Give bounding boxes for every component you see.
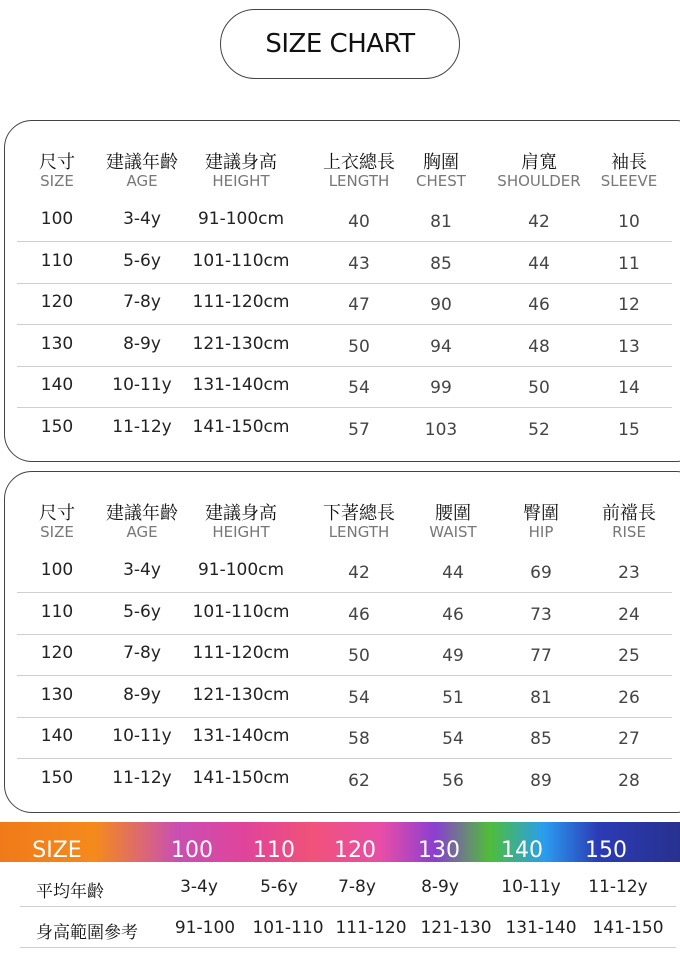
table-cell: 10 xyxy=(618,212,640,232)
column-header-zh: 袖長 xyxy=(611,152,647,173)
size-bar-label: 140 xyxy=(501,838,543,862)
table-cell: 50 xyxy=(528,378,550,398)
table-cell: 10-11y xyxy=(112,726,172,746)
table-cell: 121-130cm xyxy=(192,333,290,354)
size-bar-label: 110 xyxy=(253,838,295,862)
column-header-en: SIZE xyxy=(40,523,74,541)
column-header-zh: 上衣總長 xyxy=(323,152,395,173)
row-divider xyxy=(17,366,672,367)
table-cell: 47 xyxy=(348,295,370,315)
table-cell: 130 xyxy=(40,333,74,354)
column-header-zh: 胸圍 xyxy=(423,152,459,173)
table-cell: 85 xyxy=(530,729,552,749)
table-cell: 56 xyxy=(442,770,464,791)
table-cell: 140 xyxy=(40,726,74,746)
table-cell: 121-130cm xyxy=(192,684,290,705)
table-cell: 11 xyxy=(618,253,640,274)
table-cell: 7-8y xyxy=(123,292,161,312)
row-divider xyxy=(17,324,672,325)
height-value: 101-110 xyxy=(252,918,324,938)
table-cell: 52 xyxy=(528,419,550,440)
table-cell: 85 xyxy=(430,253,452,274)
table-cell: 46 xyxy=(348,604,370,625)
table-cell: 51 xyxy=(442,687,464,708)
table-cell: 54 xyxy=(348,687,370,708)
table-cell: 110 xyxy=(40,250,74,271)
table-cell: 54 xyxy=(348,378,370,398)
column-header-en: CHEST xyxy=(416,172,466,190)
table-cell: 43 xyxy=(348,253,370,274)
table-cell: 90 xyxy=(430,295,452,315)
table-cell: 26 xyxy=(618,687,640,708)
table-cell: 150 xyxy=(40,767,74,788)
height-value: 91-100 xyxy=(174,918,236,938)
top-size-table xyxy=(4,120,680,462)
table-cell: 7-8y xyxy=(123,643,161,663)
table-cell: 10-11y xyxy=(112,375,172,395)
table-cell: 73 xyxy=(530,604,552,625)
column-header-en: RISE xyxy=(612,523,646,541)
size-bar-label: 100 xyxy=(171,838,213,862)
table-cell: 150 xyxy=(40,416,74,437)
column-header-zh: 建議年齡 xyxy=(106,503,178,524)
table-cell: 89 xyxy=(530,770,552,791)
row-divider xyxy=(17,407,672,408)
size-bar-label: 120 xyxy=(334,838,376,862)
table-cell: 54 xyxy=(442,729,464,749)
column-header-en: HEIGHT xyxy=(212,523,270,541)
table-cell: 42 xyxy=(348,563,370,583)
table-cell: 14 xyxy=(618,378,640,398)
table-cell: 8-9y xyxy=(123,684,161,705)
row-divider xyxy=(20,947,676,948)
column-header-zh: 建議年齡 xyxy=(106,152,178,173)
table-cell: 12 xyxy=(618,295,640,315)
table-cell: 103 xyxy=(424,419,458,440)
column-header-zh: 建議身高 xyxy=(205,503,277,524)
table-cell: 99 xyxy=(430,378,452,398)
column-header-en: SIZE xyxy=(40,172,74,190)
row-divider xyxy=(17,758,672,759)
height-value: 111-120 xyxy=(335,918,407,938)
column-header-zh: 腰圍 xyxy=(435,503,471,524)
table-cell: 111-120cm xyxy=(192,643,290,663)
table-cell: 23 xyxy=(618,563,640,583)
table-cell: 101-110cm xyxy=(192,250,290,271)
column-header-en: HIP xyxy=(528,523,554,541)
table-cell: 57 xyxy=(348,419,370,440)
row-divider xyxy=(17,241,672,242)
table-cell: 101-110cm xyxy=(192,601,290,622)
table-cell: 46 xyxy=(528,295,550,315)
column-header-zh: 尺寸 xyxy=(39,503,75,524)
table-cell: 40 xyxy=(348,212,370,232)
column-header-en: SLEEVE xyxy=(600,172,658,190)
row-divider xyxy=(20,906,676,907)
table-cell: 141-150cm xyxy=(192,767,290,788)
table-cell: 50 xyxy=(348,646,370,666)
table-cell: 28 xyxy=(618,770,640,791)
table-cell: 5-6y xyxy=(123,601,161,622)
table-cell: 140 xyxy=(40,375,74,395)
table-cell: 69 xyxy=(530,563,552,583)
table-cell: 94 xyxy=(430,336,452,357)
table-cell: 42 xyxy=(528,212,550,232)
age-value: 8-9y xyxy=(421,877,459,897)
table-cell: 11-12y xyxy=(112,416,172,437)
column-header-en: AGE xyxy=(126,172,158,190)
table-cell: 44 xyxy=(528,253,550,274)
age-row-label: 平均年齡 xyxy=(36,882,104,902)
height-value: 121-130 xyxy=(420,918,492,938)
table-cell: 46 xyxy=(442,604,464,625)
size-bar-label: 130 xyxy=(418,838,460,862)
column-header-zh: 臀圍 xyxy=(523,503,559,524)
table-cell: 15 xyxy=(618,419,640,440)
column-header-en: LENGTH xyxy=(328,523,390,541)
age-value: 5-6y xyxy=(260,877,298,897)
height-row-label: 身高範圍參考 xyxy=(36,923,138,943)
column-header-en: SHOULDER xyxy=(497,172,581,190)
table-cell: 27 xyxy=(618,729,640,749)
column-header-en: AGE xyxy=(126,523,158,541)
age-value: 10-11y xyxy=(501,877,561,897)
table-cell: 25 xyxy=(618,646,640,666)
table-cell: 24 xyxy=(618,604,640,625)
table-cell: 81 xyxy=(430,212,452,232)
column-header-zh: 下著總長 xyxy=(323,503,395,524)
age-value: 11-12y xyxy=(588,877,648,897)
table-cell: 8-9y xyxy=(123,333,161,354)
size-gradient-bar xyxy=(0,822,680,862)
bottom-size-table xyxy=(4,471,680,813)
table-cell: 62 xyxy=(348,770,370,791)
column-header-en: WAIST xyxy=(429,523,477,541)
size-bar-title: SIZE xyxy=(32,838,82,862)
table-cell: 50 xyxy=(348,336,370,357)
table-cell: 5-6y xyxy=(123,250,161,271)
table-cell: 91-100cm xyxy=(197,209,285,229)
table-cell: 120 xyxy=(40,292,74,312)
table-cell: 110 xyxy=(40,601,74,622)
table-cell: 131-140cm xyxy=(192,726,290,746)
table-cell: 48 xyxy=(528,336,550,357)
age-value: 3-4y xyxy=(180,877,218,897)
column-header-en: LENGTH xyxy=(328,172,390,190)
height-value: 131-140 xyxy=(505,918,577,938)
table-cell: 111-120cm xyxy=(192,292,290,312)
column-header-zh: 前襠長 xyxy=(602,503,656,524)
column-header-zh: 尺寸 xyxy=(39,152,75,173)
column-header-zh: 建議身高 xyxy=(205,152,277,173)
table-cell: 91-100cm xyxy=(197,560,285,580)
column-header-zh: 肩寬 xyxy=(521,152,557,173)
row-divider xyxy=(17,634,672,635)
row-divider xyxy=(17,717,672,718)
table-cell: 13 xyxy=(618,336,640,357)
table-cell: 49 xyxy=(442,646,464,666)
row-divider xyxy=(17,675,672,676)
table-cell: 141-150cm xyxy=(192,416,290,437)
table-cell: 100 xyxy=(40,209,74,229)
table-cell: 3-4y xyxy=(123,560,161,580)
table-cell: 58 xyxy=(348,729,370,749)
height-value: 141-150 xyxy=(592,918,664,938)
row-divider xyxy=(17,592,672,593)
table-cell: 100 xyxy=(40,560,74,580)
table-cell: 131-140cm xyxy=(192,375,290,395)
table-cell: 77 xyxy=(530,646,552,666)
table-cell: 3-4y xyxy=(123,209,161,229)
table-cell: 81 xyxy=(530,687,552,708)
table-cell: 120 xyxy=(40,643,74,663)
age-value: 7-8y xyxy=(338,877,376,897)
table-cell: 11-12y xyxy=(112,767,172,788)
table-cell: 130 xyxy=(40,684,74,705)
size-chart-title: SIZE CHART xyxy=(220,9,460,79)
table-cell: 44 xyxy=(442,563,464,583)
column-header-en: HEIGHT xyxy=(212,172,270,190)
row-divider xyxy=(17,283,672,284)
size-bar-label: 150 xyxy=(585,838,627,862)
